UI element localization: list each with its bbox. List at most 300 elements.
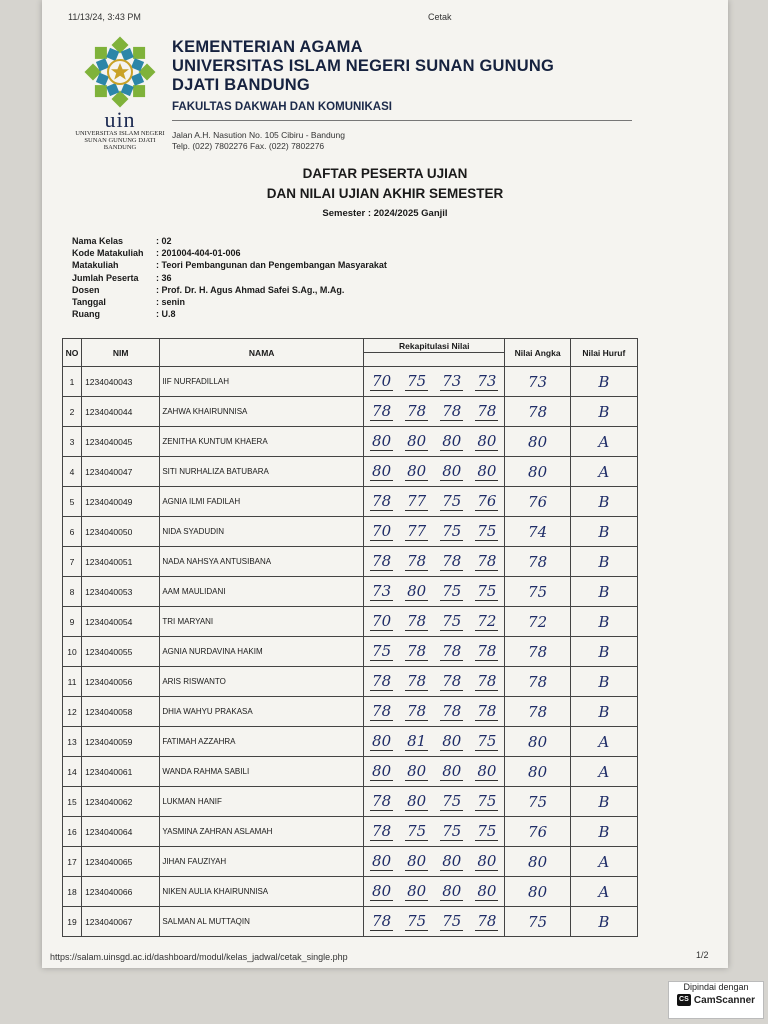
score-1-cell <box>364 907 400 937</box>
table-row <box>63 457 638 487</box>
score-4: 75 <box>477 732 497 750</box>
nilai-huruf: A <box>598 882 610 901</box>
nilai-angka-cell <box>505 367 570 397</box>
score-1-cell <box>364 427 400 457</box>
row-number-cell: 16 <box>63 817 82 847</box>
university-name-line1: UNIVERSITAS ISLAM NEGERI SUNAN GUNUNG <box>172 57 555 75</box>
score-1-cell <box>364 877 400 907</box>
score-1-cell <box>364 367 400 397</box>
score-1-cell <box>364 697 400 727</box>
table-row <box>63 727 638 757</box>
score-1: 80 <box>372 762 392 780</box>
nilai-huruf: A <box>598 732 610 751</box>
nilai-angka: 75 <box>528 582 548 601</box>
col-header-no: NO <box>63 339 82 367</box>
logo-subline-1: UNIVERSITAS ISLAM NEGERI <box>75 130 165 137</box>
student-nim-cell: 1234040062 <box>82 787 160 817</box>
table-row <box>63 547 638 577</box>
score-4-cell <box>469 847 505 877</box>
nilai-angka-cell <box>505 607 570 637</box>
document-title-line2: DAN NILAI UJIAN AKHIR SEMESTER <box>266 186 504 201</box>
rekap-subcol <box>434 353 469 367</box>
score-3-cell <box>434 427 469 457</box>
col-header-nilai-huruf: Nilai Huruf <box>570 339 637 367</box>
info-row <box>72 248 387 260</box>
student-nim-cell: 1234040053 <box>82 577 160 607</box>
score-1: 80 <box>372 852 392 870</box>
score-1-cell <box>364 847 400 877</box>
nilai-angka: 78 <box>528 552 548 571</box>
row-number-cell: 2 <box>63 397 82 427</box>
nilai-huruf: B <box>598 492 610 511</box>
institution-address <box>172 130 345 152</box>
score-2-cell <box>399 757 434 787</box>
student-name-cell: FATIMAH AZZAHRA <box>160 727 364 757</box>
nilai-huruf-cell <box>570 907 637 937</box>
score-3: 75 <box>442 792 462 810</box>
score-2-cell <box>399 637 434 667</box>
table-row <box>63 697 638 727</box>
row-number-cell: 14 <box>63 757 82 787</box>
score-3-cell <box>434 547 469 577</box>
score-1-cell <box>364 517 400 547</box>
nilai-huruf: B <box>598 402 610 421</box>
score-3: 78 <box>442 672 462 690</box>
row-number-cell: 1 <box>63 367 82 397</box>
student-nim-cell: 1234040059 <box>82 727 160 757</box>
nilai-huruf: B <box>598 582 610 601</box>
score-3-cell <box>434 397 469 427</box>
print-datetime: 11/13/24, 3:43 PM <box>68 12 141 22</box>
nilai-huruf: A <box>598 762 610 781</box>
table-row <box>63 397 638 427</box>
score-2: 78 <box>407 612 427 630</box>
score-3: 80 <box>442 462 462 480</box>
student-nim-cell: 1234040061 <box>82 757 160 787</box>
score-2: 80 <box>407 462 427 480</box>
nilai-huruf: A <box>598 852 610 871</box>
student-nim-cell: 1234040044 <box>82 397 160 427</box>
score-2-cell <box>399 667 434 697</box>
table-row <box>63 817 638 847</box>
rekap-subcol <box>399 353 434 367</box>
score-2-cell <box>399 517 434 547</box>
score-3-cell <box>434 637 469 667</box>
score-2-cell <box>399 487 434 517</box>
nilai-angka-cell <box>505 487 570 517</box>
nilai-angka: 80 <box>528 882 548 901</box>
score-1-cell <box>364 637 400 667</box>
student-name-cell: JIHAN FAUZIYAH <box>160 847 364 877</box>
score-3-cell <box>434 757 469 787</box>
nilai-angka: 80 <box>528 852 548 871</box>
row-number-cell: 6 <box>63 517 82 547</box>
score-4-cell <box>469 817 505 847</box>
score-1-cell <box>364 607 400 637</box>
camscanner-watermark <box>668 981 764 1019</box>
score-1-cell <box>364 547 400 577</box>
score-4-cell <box>469 667 505 697</box>
score-2: 75 <box>407 372 427 390</box>
info-label: Kode Matakuliah <box>72 248 144 259</box>
score-2: 78 <box>407 552 427 570</box>
score-1: 78 <box>372 492 392 510</box>
nilai-angka: 75 <box>528 912 548 931</box>
row-number-cell: 11 <box>63 667 82 697</box>
score-3: 80 <box>442 762 462 780</box>
score-2: 78 <box>407 402 427 420</box>
nilai-angka: 80 <box>528 462 548 481</box>
score-4: 78 <box>477 402 497 420</box>
score-1: 78 <box>372 402 392 420</box>
score-4: 80 <box>477 762 497 780</box>
score-4-cell <box>469 397 505 427</box>
score-2-cell <box>399 427 434 457</box>
phone-line: Telp. (022) 7802276 Fax. (022) 7802276 <box>172 141 325 151</box>
student-name-cell: ZENITHA KUNTUM KHAERA <box>160 427 364 457</box>
score-1: 73 <box>372 582 392 600</box>
nilai-huruf: B <box>598 702 610 721</box>
student-nim-cell: 1234040064 <box>82 817 160 847</box>
student-name-cell: YASMINA ZAHRAN ASLAMAH <box>160 817 364 847</box>
nilai-huruf-cell <box>570 367 637 397</box>
nilai-angka-cell <box>505 877 570 907</box>
nilai-huruf: B <box>598 552 610 571</box>
row-number-cell: 4 <box>63 457 82 487</box>
score-2: 81 <box>407 732 427 750</box>
score-3: 73 <box>442 372 462 390</box>
table-row <box>63 877 638 907</box>
score-3-cell <box>434 787 469 817</box>
scanner-brand-name: CamScanner <box>693 994 756 1006</box>
nilai-angka: 78 <box>528 672 548 691</box>
logo-wordmark: uin <box>104 107 136 132</box>
score-4-cell <box>469 697 505 727</box>
score-4: 73 <box>477 372 497 390</box>
nilai-angka-cell <box>505 457 570 487</box>
rekap-subcol <box>364 353 400 367</box>
score-4: 78 <box>477 642 497 660</box>
nilai-huruf-cell <box>570 697 637 727</box>
score-4-cell <box>469 547 505 577</box>
row-number-cell: 3 <box>63 427 82 457</box>
student-name-cell: AGNIA NURDAVINA HAKIM <box>160 637 364 667</box>
camscanner-icon: CS <box>677 994 691 1006</box>
score-1: 70 <box>372 522 392 540</box>
header-divider <box>172 120 632 121</box>
grades-table <box>62 338 638 937</box>
score-4: 80 <box>477 882 497 900</box>
row-number-cell: 8 <box>63 577 82 607</box>
score-1: 70 <box>372 372 392 390</box>
score-3: 80 <box>442 732 462 750</box>
score-4: 78 <box>477 912 497 930</box>
logo-subline-3: BANDUNG <box>103 144 137 151</box>
score-4-cell <box>469 637 505 667</box>
score-1: 80 <box>372 432 392 450</box>
score-3-cell <box>434 607 469 637</box>
score-4-cell <box>469 457 505 487</box>
score-4: 75 <box>477 522 497 540</box>
score-3-cell <box>434 517 469 547</box>
row-number-cell: 13 <box>63 727 82 757</box>
student-name-cell: AGNIA ILMI FADILAH <box>160 487 364 517</box>
score-1-cell <box>364 397 400 427</box>
info-row <box>72 236 387 248</box>
nilai-angka: 72 <box>528 612 548 631</box>
print-page-number: 1/2 <box>696 950 709 960</box>
info-row <box>72 297 387 309</box>
nilai-huruf: B <box>598 822 610 841</box>
info-value: : senin <box>156 296 186 307</box>
faculty-name: FAKULTAS DAKWAH DAN KOMUNIKASI <box>172 101 392 113</box>
table-row <box>63 487 638 517</box>
student-nim-cell: 1234040045 <box>82 427 160 457</box>
row-number-cell: 10 <box>63 637 82 667</box>
nilai-huruf: B <box>598 912 610 931</box>
student-name-cell: SALMAN AL MUTTAQIN <box>160 907 364 937</box>
nilai-angka-cell <box>505 727 570 757</box>
printed-page <box>42 0 728 968</box>
nilai-angka-cell <box>505 517 570 547</box>
score-3-cell <box>434 667 469 697</box>
score-4-cell <box>469 877 505 907</box>
student-nim-cell: 1234040043 <box>82 367 160 397</box>
score-1: 78 <box>372 792 392 810</box>
rekap-subcol <box>469 353 505 367</box>
nilai-huruf-cell <box>570 487 637 517</box>
info-value: : 02 <box>156 236 172 246</box>
row-number-cell: 9 <box>63 607 82 637</box>
score-2-cell <box>399 727 434 757</box>
table-row <box>63 787 638 817</box>
col-header-nilai-angka: Nilai Angka <box>505 339 570 367</box>
score-3: 75 <box>442 912 462 930</box>
student-name-cell: IIF NURFADILLAH <box>160 367 364 397</box>
table-row <box>63 517 638 547</box>
info-value: : Prof. Dr. H. Agus Ahmad Safei S.Ag., M.Ag. <box>156 284 345 295</box>
score-2: 75 <box>407 822 427 840</box>
nilai-huruf-cell <box>570 757 637 787</box>
student-nim-cell: 1234040054 <box>82 607 160 637</box>
nilai-huruf: B <box>598 672 610 691</box>
university-name-line2: DJATI BANDUNG <box>172 76 310 94</box>
student-name-cell: NADA NAHSYA ANTUSIBANA <box>160 547 364 577</box>
score-2: 80 <box>407 792 427 810</box>
score-2: 80 <box>407 762 427 780</box>
student-name-cell: DHIA WAHYU PRAKASA <box>160 697 364 727</box>
score-2-cell <box>399 577 434 607</box>
score-2: 78 <box>407 642 427 660</box>
info-row <box>72 309 387 321</box>
nilai-huruf: B <box>598 792 610 811</box>
nilai-angka: 80 <box>528 762 548 781</box>
student-name-cell: LUKMAN HANIF <box>160 787 364 817</box>
score-3: 75 <box>442 522 462 540</box>
info-label: Matakuliah <box>72 260 119 271</box>
score-1: 78 <box>372 672 392 690</box>
scanner-caption: Dipindai dengan <box>683 982 749 992</box>
score-4-cell <box>469 577 505 607</box>
score-2: 80 <box>407 582 427 600</box>
class-info <box>72 236 387 321</box>
row-number-cell: 17 <box>63 847 82 877</box>
nilai-angka-cell <box>505 847 570 877</box>
nilai-huruf: B <box>598 612 610 631</box>
info-value: : 36 <box>156 272 172 283</box>
row-number-cell: 15 <box>63 787 82 817</box>
score-2: 80 <box>407 882 427 900</box>
info-row <box>72 260 387 272</box>
score-1: 75 <box>372 642 392 660</box>
nilai-huruf-cell <box>570 607 637 637</box>
score-4: 80 <box>477 852 497 870</box>
info-label: Jumlah Peserta <box>72 272 139 283</box>
student-nim-cell: 1234040055 <box>82 637 160 667</box>
institution-header <box>172 38 554 113</box>
student-name-cell: TRI MARYANI <box>160 607 364 637</box>
row-number-cell: 19 <box>63 907 82 937</box>
score-4-cell <box>469 487 505 517</box>
row-number-cell: 5 <box>63 487 82 517</box>
score-2-cell <box>399 547 434 577</box>
nilai-huruf-cell <box>570 637 637 667</box>
grades-table-body <box>63 367 638 937</box>
nilai-huruf-cell <box>570 727 637 757</box>
score-1-cell <box>364 757 400 787</box>
score-4: 78 <box>477 702 497 720</box>
info-label: Ruang <box>72 309 100 320</box>
score-3-cell <box>434 457 469 487</box>
nilai-huruf-cell <box>570 847 637 877</box>
table-row <box>63 757 638 787</box>
scanner-brand <box>669 994 763 1006</box>
nilai-huruf-cell <box>570 817 637 847</box>
score-4: 80 <box>477 432 497 450</box>
nilai-huruf: A <box>598 462 610 481</box>
table-row <box>63 847 638 877</box>
score-1-cell <box>364 457 400 487</box>
student-name-cell: ZAHWA KHAIRUNNISA <box>160 397 364 427</box>
print-url: https://salam.uinsgd.ac.id/dashboard/modul/kelas_jadwal/cetak_single.php <box>50 952 348 962</box>
nilai-huruf-cell <box>570 547 637 577</box>
col-header-nama: NAMA <box>160 339 364 367</box>
score-4: 76 <box>477 492 497 510</box>
score-1: 80 <box>372 462 392 480</box>
print-window-title: Cetak <box>428 12 452 22</box>
score-1-cell <box>364 727 400 757</box>
info-label: Nama Kelas <box>72 236 124 246</box>
table-row <box>63 367 638 397</box>
nilai-angka: 73 <box>528 372 548 391</box>
score-3: 75 <box>442 822 462 840</box>
score-3-cell <box>434 907 469 937</box>
nilai-angka-cell <box>505 667 570 697</box>
student-nim-cell: 1234040058 <box>82 697 160 727</box>
score-3: 75 <box>442 612 462 630</box>
info-row <box>72 285 387 297</box>
nilai-huruf-cell <box>570 667 637 697</box>
score-4-cell <box>469 367 505 397</box>
score-3-cell <box>434 727 469 757</box>
score-2: 78 <box>407 672 427 690</box>
score-2-cell <box>399 397 434 427</box>
score-2-cell <box>399 457 434 487</box>
semester-label: Semester : 2024/2025 Ganjil <box>322 208 448 219</box>
score-3: 78 <box>442 702 462 720</box>
nilai-angka: 76 <box>528 492 548 511</box>
score-1: 80 <box>372 882 392 900</box>
nilai-angka: 74 <box>528 522 548 541</box>
score-1: 80 <box>372 732 392 750</box>
info-value: : 201004-404-01-006 <box>156 248 241 259</box>
nilai-huruf-cell <box>570 877 637 907</box>
score-2: 77 <box>407 492 427 510</box>
nilai-huruf-cell <box>570 397 637 427</box>
logo-subline-2: SUNAN GUNUNG DJATI <box>84 137 156 144</box>
nilai-angka-cell <box>505 427 570 457</box>
score-4: 72 <box>477 612 497 630</box>
nilai-angka: 78 <box>528 642 548 661</box>
score-3: 80 <box>442 852 462 870</box>
score-1-cell <box>364 787 400 817</box>
score-1-cell <box>364 577 400 607</box>
student-nim-cell: 1234040049 <box>82 487 160 517</box>
score-4: 80 <box>477 462 497 480</box>
score-2: 78 <box>407 702 427 720</box>
nilai-huruf-cell <box>570 517 637 547</box>
student-name-cell: AAM MAULIDANI <box>160 577 364 607</box>
row-number-cell: 7 <box>63 547 82 577</box>
score-1-cell <box>364 817 400 847</box>
nilai-angka: 78 <box>528 402 548 421</box>
score-3: 78 <box>442 552 462 570</box>
nilai-huruf-cell <box>570 427 637 457</box>
score-4: 78 <box>477 552 497 570</box>
nilai-angka-cell <box>505 787 570 817</box>
ministry-name: KEMENTERIAN AGAMA <box>172 38 363 56</box>
student-nim-cell: 1234040051 <box>82 547 160 577</box>
nilai-angka-cell <box>505 697 570 727</box>
score-1: 78 <box>372 822 392 840</box>
nilai-angka-cell <box>505 577 570 607</box>
nilai-huruf: B <box>598 642 610 661</box>
student-name-cell: ARIS RISWANTO <box>160 667 364 697</box>
info-label: Tanggal <box>72 296 106 307</box>
score-3-cell <box>434 817 469 847</box>
score-3-cell <box>434 847 469 877</box>
score-4: 75 <box>477 582 497 600</box>
nilai-angka-cell <box>505 757 570 787</box>
nilai-angka-cell <box>505 397 570 427</box>
score-2-cell <box>399 877 434 907</box>
student-nim-cell: 1234040056 <box>82 667 160 697</box>
table-row <box>63 667 638 697</box>
table-row <box>63 427 638 457</box>
score-3: 78 <box>442 402 462 420</box>
student-name-cell: SITI NURHALIZA BATUBARA <box>160 457 364 487</box>
col-header-nim: NIM <box>82 339 160 367</box>
score-4-cell <box>469 787 505 817</box>
score-2-cell <box>399 697 434 727</box>
score-3-cell <box>434 367 469 397</box>
student-nim-cell: 1234040067 <box>82 907 160 937</box>
info-value: : U.8 <box>156 309 176 320</box>
score-2-cell <box>399 607 434 637</box>
info-row <box>72 273 387 285</box>
score-2: 80 <box>407 432 427 450</box>
nilai-huruf-cell <box>570 787 637 817</box>
